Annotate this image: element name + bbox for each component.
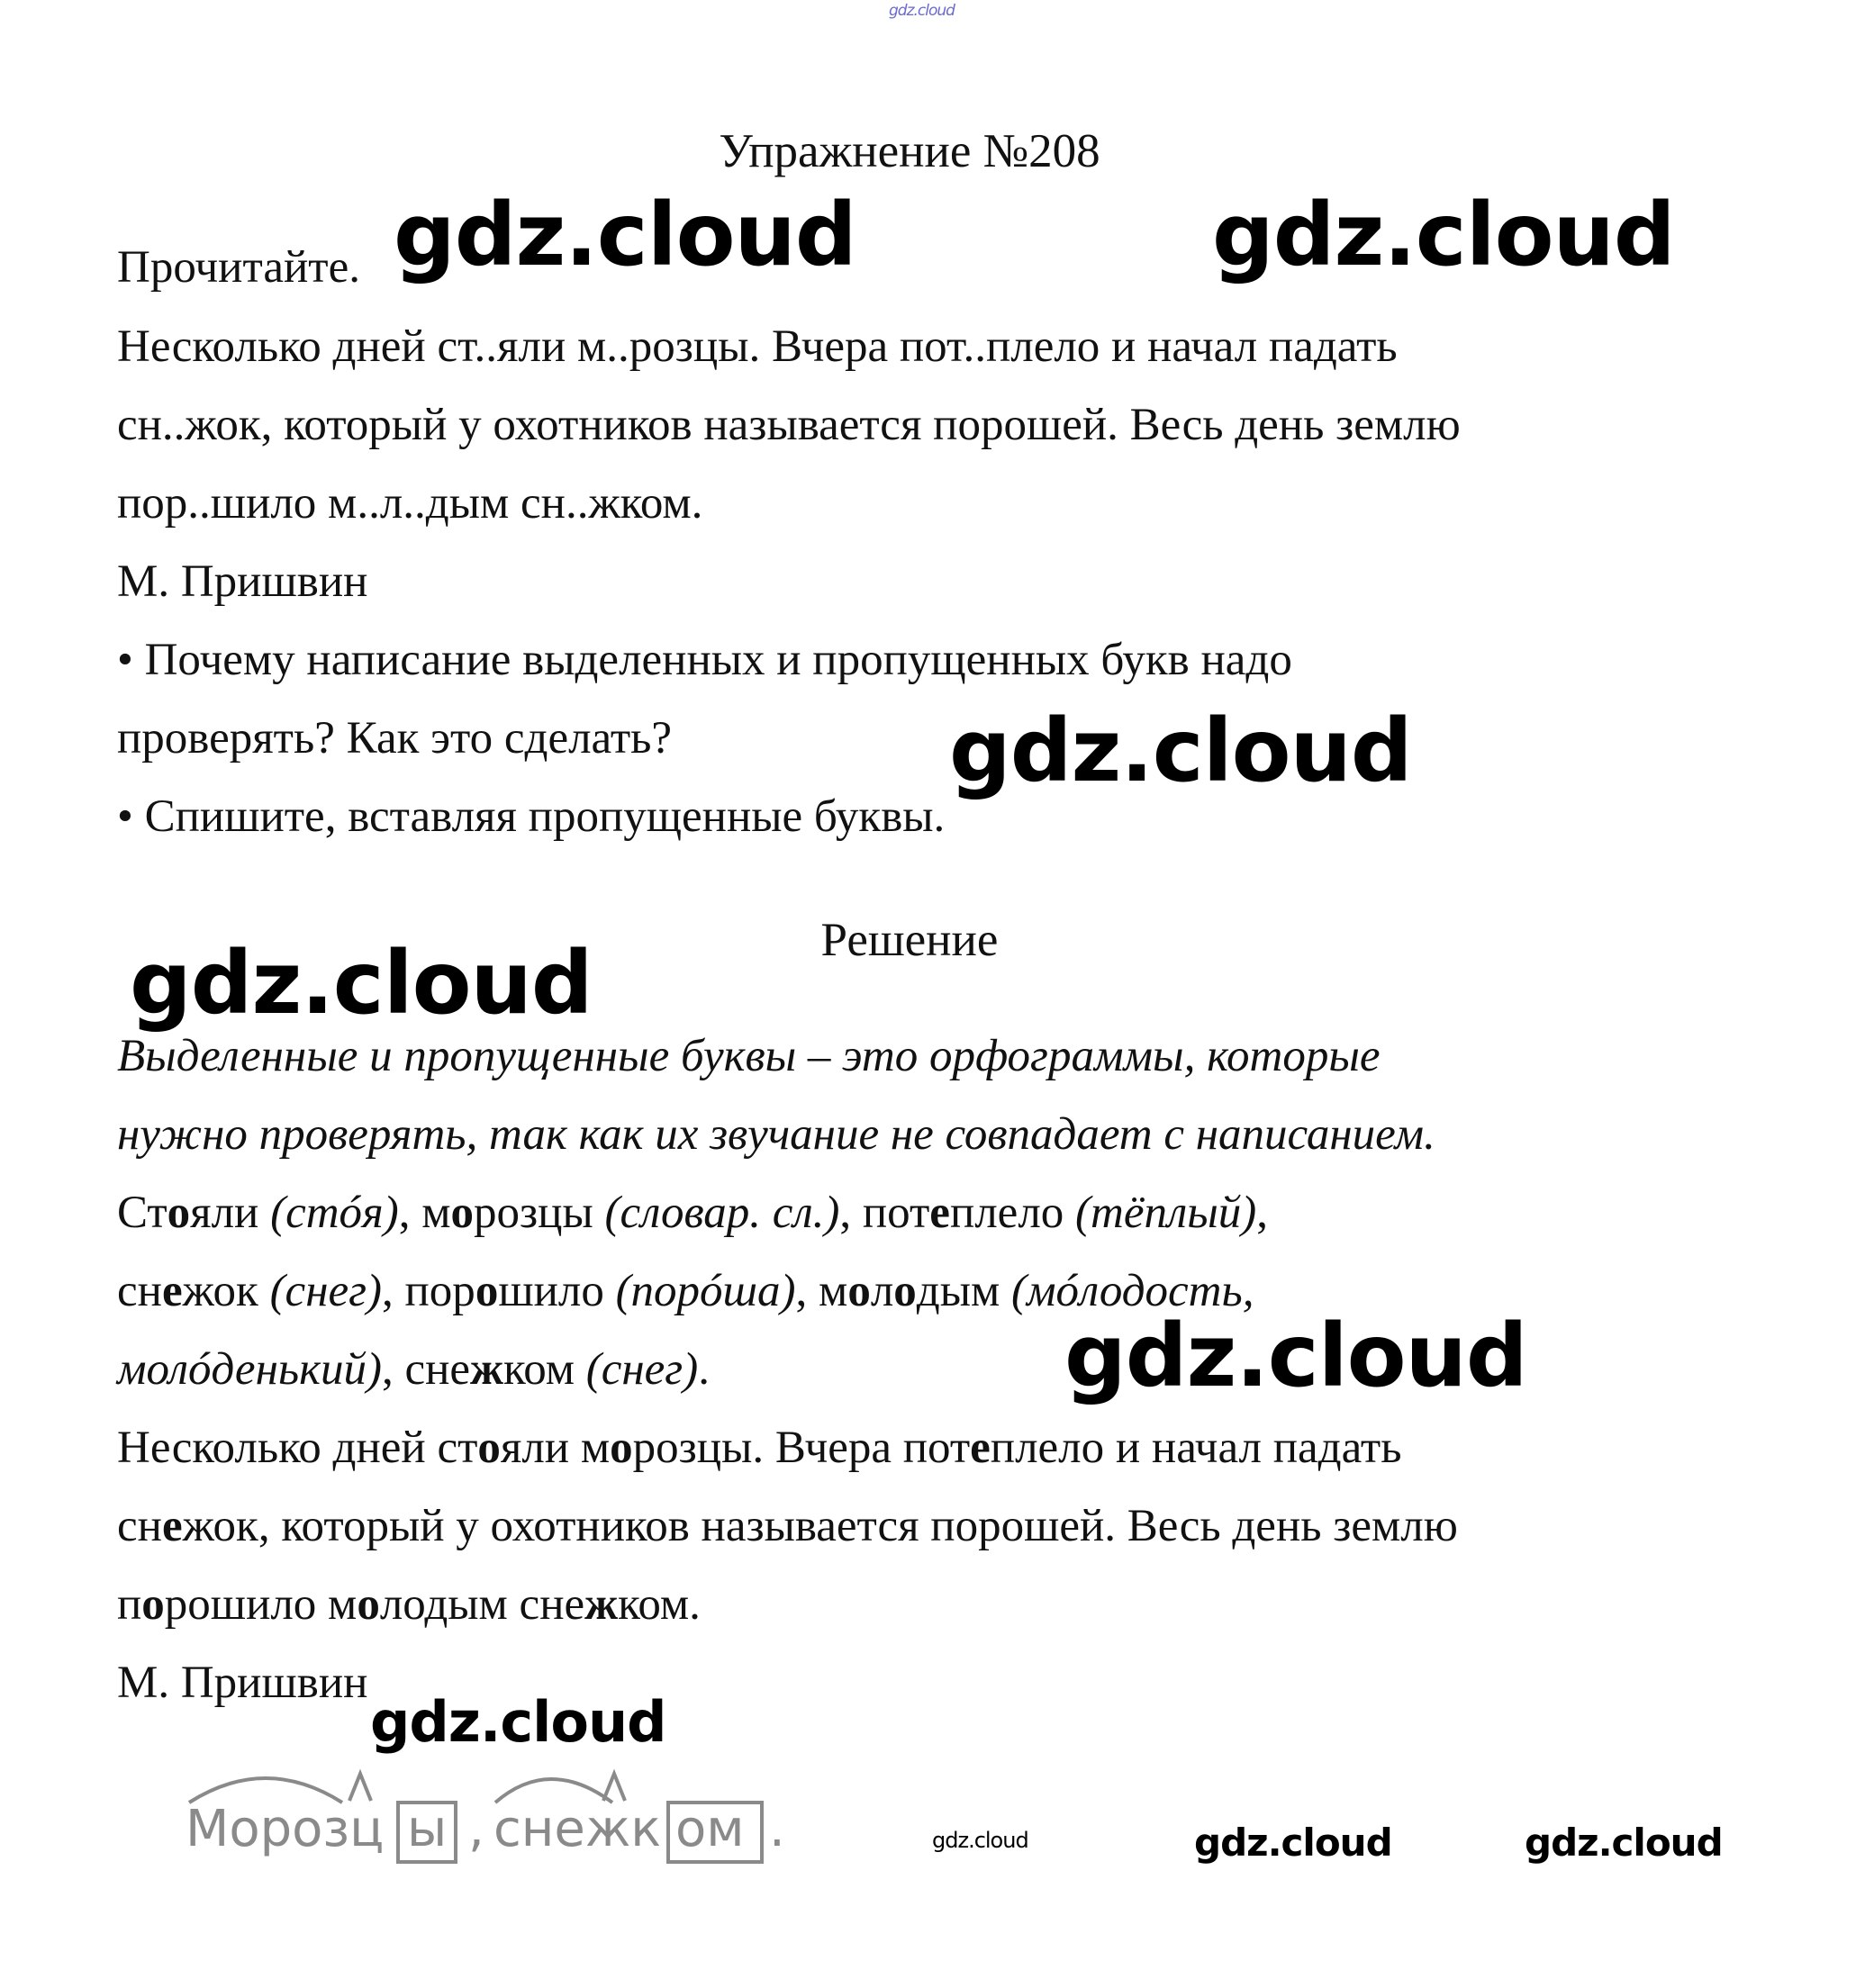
highlighted-letter: о <box>141 1579 165 1630</box>
suffix-caret <box>349 1774 371 1801</box>
task-text-line: сн..жок, который у охотников называется порошей. Весь день землю <box>117 400 1461 450</box>
watermark: gdz.cloud <box>932 1828 1028 1853</box>
text-segment: , м <box>795 1266 848 1316</box>
task-text-line: Несколько дней ст..яли м..розцы. Вчера пот..плело и начал падать <box>117 321 1398 372</box>
highlighted-letter: о <box>893 1266 917 1316</box>
watermark: gdz.cloud <box>1194 1821 1392 1865</box>
root-arc <box>189 1778 342 1803</box>
highlighted-letter: е <box>161 1501 183 1551</box>
text-segment: лодым сне <box>379 1579 585 1630</box>
watermark: gdz.cloud <box>949 700 1412 801</box>
text-segment: ком <box>503 1344 586 1395</box>
check-line-1 <box>117 1190 1268 1236</box>
highlighted-letter: о <box>450 1188 475 1238</box>
final-text-line <box>117 1579 701 1630</box>
text-segment: розцы <box>474 1188 605 1238</box>
check-word: (снег) <box>585 1344 699 1395</box>
task-question: проверять? Как это сделать? <box>117 713 673 764</box>
check-line-3 <box>117 1344 710 1395</box>
text-segment: Несколько дней ст <box>117 1423 478 1473</box>
watermark: gdz.cloud <box>370 1689 666 1755</box>
text-segment: п <box>117 1579 142 1630</box>
text-segment: ком. <box>618 1579 701 1630</box>
check-word: (стóя) <box>270 1188 399 1238</box>
check-word: (порóша) <box>615 1266 796 1316</box>
word2-stem: снежк <box>493 1800 662 1858</box>
word2-ending: ом <box>675 1800 745 1858</box>
highlighted-letter: ж <box>470 1344 503 1395</box>
task-lead: Прочитайте. <box>117 242 360 293</box>
trail: . <box>769 1800 785 1858</box>
check-word: (словар. сл.) <box>604 1188 840 1238</box>
final-text-line <box>117 1501 1458 1551</box>
highlighted-letter: о <box>357 1579 380 1630</box>
highlighted-letter: о <box>167 1188 191 1238</box>
text-segment: плело <box>949 1188 1076 1238</box>
check-word: (снег) <box>269 1266 383 1316</box>
text-segment: плело и начал падать <box>990 1423 1402 1473</box>
check-word: (тёплый) <box>1075 1188 1257 1238</box>
text-segment: яли <box>190 1188 271 1238</box>
text-segment: розцы. Вчера пот <box>632 1423 971 1473</box>
text-segment: рошило м <box>164 1579 358 1630</box>
text-segment: л <box>870 1266 894 1316</box>
watermark: gdz.cloud <box>130 933 593 1034</box>
text-segment: жок <box>182 1266 270 1316</box>
highlighted-letter: е <box>970 1423 991 1473</box>
word1-ending: ы <box>407 1800 448 1858</box>
highlighted-letter: е <box>929 1188 950 1238</box>
highlighted-letter: о <box>477 1423 501 1473</box>
watermark: gdz.cloud <box>1212 185 1675 285</box>
morpheme-diagram <box>180 1729 792 1909</box>
task-text-line: пор..шило м..л..дым сн..жком. <box>117 478 703 529</box>
text-segment: , <box>1256 1188 1268 1238</box>
check-word: (мóлодость, <box>1011 1266 1254 1316</box>
text-segment: жок, который у охотников называется порошей. Весь день землю <box>182 1501 1458 1551</box>
page-title: Упражнение №208 <box>719 125 1100 177</box>
text-segment: , м <box>398 1188 451 1238</box>
check-word: молóденький) <box>117 1344 382 1395</box>
watermark: gdz.cloud <box>394 185 856 285</box>
text-segment: . <box>698 1344 710 1395</box>
word1-stem: Морозц <box>186 1800 385 1858</box>
text-segment: шило <box>498 1266 616 1316</box>
task-author: М. Пришвин <box>117 556 368 607</box>
text-segment: дым <box>916 1266 1012 1316</box>
text-segment: сн <box>117 1501 162 1551</box>
solution-author: М. Пришвин <box>117 1658 368 1708</box>
text-segment: яли м <box>500 1423 611 1473</box>
separator: , <box>468 1800 484 1858</box>
text-segment: сн <box>117 1266 162 1316</box>
solution-heading: Решение <box>820 914 999 966</box>
text-segment: , сне <box>381 1344 471 1395</box>
highlighted-letter: о <box>610 1423 633 1473</box>
text-segment: Ст <box>117 1188 167 1238</box>
suffix-caret <box>603 1774 625 1801</box>
solution-explanation: нужно проверять, так как их звучание не совпадает с написанием. <box>117 1109 1435 1160</box>
text-segment: , пот <box>839 1188 930 1238</box>
solution-explanation: Выделенные и пропущенные буквы – это орфограммы, которые <box>117 1031 1381 1081</box>
watermark: gdz.cloud <box>1525 1821 1723 1865</box>
text-segment: , пор <box>382 1266 475 1316</box>
watermark: gdz.cloud <box>1064 1306 1527 1406</box>
highlighted-letter: о <box>847 1266 871 1316</box>
highlighted-letter: ж <box>584 1579 619 1630</box>
header-tag: gdz.cloud <box>889 2 955 20</box>
task-question: • Спишите, вставляя пропущенные буквы. <box>117 791 946 842</box>
task-question: • Почему написание выделенных и пропущенных букв надо <box>117 635 1292 685</box>
highlighted-letter: е <box>161 1266 183 1316</box>
highlighted-letter: о <box>475 1266 499 1316</box>
final-text-line <box>117 1425 1401 1471</box>
